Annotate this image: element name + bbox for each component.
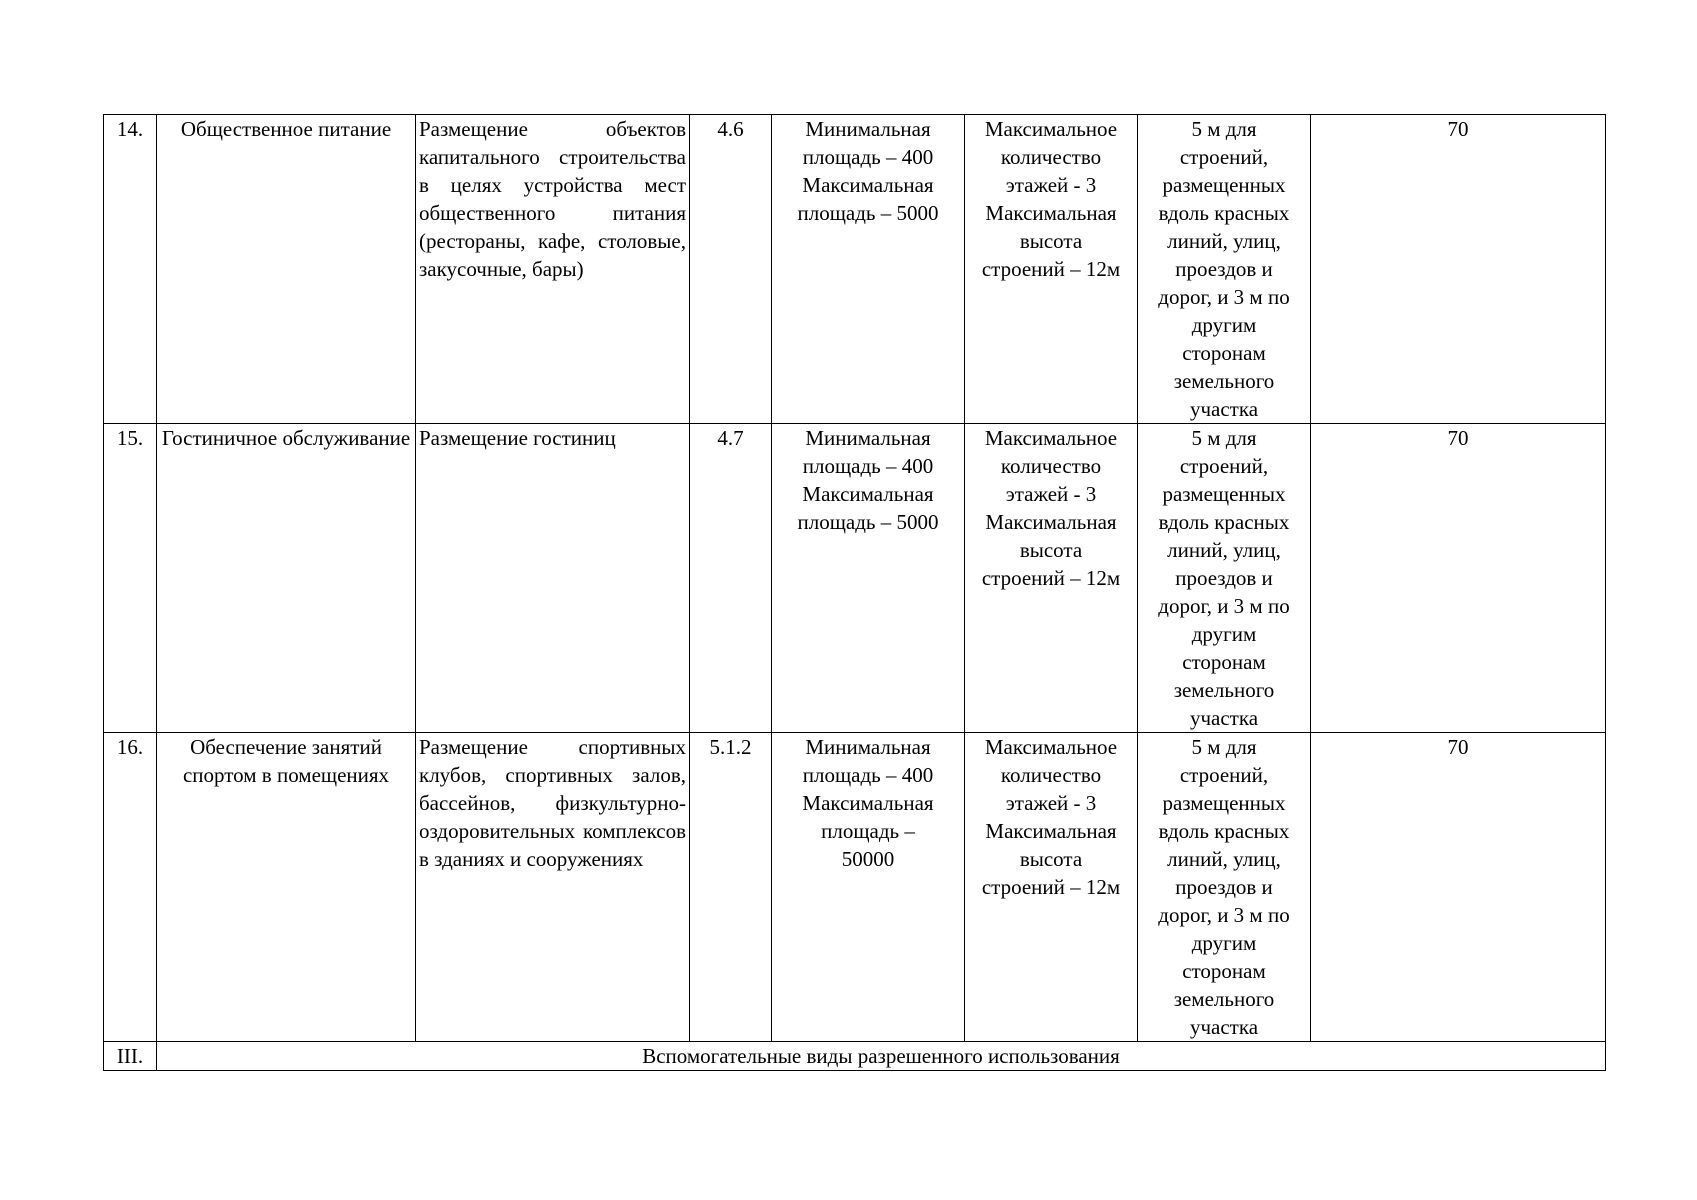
table-row [104,424,1606,733]
setback-line: проездов и [1175,566,1273,590]
setback-line: земельного [1173,678,1275,702]
row-number: 15. [104,424,157,733]
table-row [104,115,1606,424]
floors-line: Максимальное [984,426,1118,450]
land-use-table [103,114,1606,1071]
setback-line: дорог, и 3 м по [1158,903,1290,927]
area-line: площадь – 5000 [797,510,939,534]
section-number: III. [104,1042,157,1071]
setback-line: вдоль красных [1158,510,1290,534]
area-line: площадь – 400 [802,763,934,787]
floors-line: этажей - 3 [1005,482,1097,506]
floors-line: строений – 12м [981,257,1121,281]
plot-area-limits [772,424,965,733]
area-line: площадь – 400 [802,454,934,478]
table-body [104,115,1606,1071]
use-type-name: Обеспечение занятий спортом в помещениях [157,733,416,1042]
setback-line: размещенных [1162,482,1286,506]
floors-line: этажей - 3 [1005,791,1097,815]
floors-line: Максимальная [985,510,1117,534]
floors-line: количество [1000,454,1102,478]
setback-line: строений, [1179,763,1269,787]
setback-line: участка [1189,1015,1259,1039]
use-type-name: Гостиничное обслуживание [157,424,416,733]
area-line: площадь – 400 [802,145,934,169]
setback-line: сторонам [1182,650,1266,674]
floors-line: этажей - 3 [1005,173,1097,197]
max-coverage-percent: 70 [1311,733,1606,1042]
setback-limits [1138,115,1311,424]
setback-line: другим [1191,622,1257,646]
classifier-code: 4.7 [690,424,772,733]
setback-line: 5 м для [1191,735,1257,759]
table-row [104,733,1606,1042]
setback-line: строений, [1179,454,1269,478]
floors-line: Максимальное [984,117,1118,141]
setback-line: дорог, и 3 м по [1158,285,1290,309]
setback-line: дорог, и 3 м по [1158,594,1290,618]
floors-line: строений – 12м [981,875,1121,899]
setback-line: линий, улиц, [1167,847,1281,871]
setback-line: земельного [1173,369,1275,393]
setback-line: размещенных [1162,173,1286,197]
setback-line: вдоль красных [1158,819,1290,843]
setback-line: другим [1191,931,1257,955]
floors-line: Максимальная [985,819,1117,843]
setback-line: 5 м для [1191,426,1257,450]
area-line: 50000 [841,847,895,871]
floors-height-limits [965,733,1138,1042]
use-type-description: Размещение спортивных клубов, спортивных залов, бассейнов, физкультурно-оздоровительных комплексов в зданиях и сооружениях [416,733,690,1042]
area-line: площадь – 5000 [797,201,939,225]
floors-line: высота [1019,229,1083,253]
setback-line: земельного [1173,987,1275,1011]
setback-limits [1138,424,1311,733]
section-row [104,1042,1606,1071]
floors-line: количество [1000,145,1102,169]
setback-line: сторонам [1182,341,1266,365]
setback-limits [1138,733,1311,1042]
setback-line: проездов и [1175,875,1273,899]
area-line: Минимальная [805,117,931,141]
area-line: Максимальная [802,482,934,506]
setback-line: 5 м для [1191,117,1257,141]
use-type-description: Размещение гостиниц [416,424,690,733]
floors-line: количество [1000,763,1102,787]
plot-area-limits [772,115,965,424]
setback-line: линий, улиц, [1167,229,1281,253]
floors-line: Максимальное [984,735,1118,759]
setback-line: проездов и [1175,257,1273,281]
setback-line: сторонам [1182,959,1266,983]
classifier-code: 5.1.2 [690,733,772,1042]
setback-line: размещенных [1162,791,1286,815]
row-number: 16. [104,733,157,1042]
floors-height-limits [965,424,1138,733]
floors-height-limits [965,115,1138,424]
floors-line: строений – 12м [981,566,1121,590]
use-type-name: Общественное питание [157,115,416,424]
setback-line: линий, улиц, [1167,538,1281,562]
floors-line: Максимальная [985,201,1117,225]
area-line: Минимальная [805,426,931,450]
max-coverage-percent: 70 [1311,115,1606,424]
max-coverage-percent: 70 [1311,424,1606,733]
classifier-code: 4.6 [690,115,772,424]
setback-line: вдоль красных [1158,201,1290,225]
row-number: 14. [104,115,157,424]
setback-line: участка [1189,706,1259,730]
setback-line: участка [1189,397,1259,421]
section-title: Вспомогательные виды разрешенного использования [157,1042,1606,1071]
area-line: площадь – [821,819,915,843]
area-line: Максимальная [802,791,934,815]
area-line: Минимальная [805,735,931,759]
setback-line: строений, [1179,145,1269,169]
area-line: Максимальная [802,173,934,197]
floors-line: высота [1019,847,1083,871]
use-type-description: Размещение объектов капитального строительства в целях устройства мест общественного питания (рестораны, кафе, столовые, закусочные, бары) [416,115,690,424]
plot-area-limits [772,733,965,1042]
floors-line: высота [1019,538,1083,562]
setback-line: другим [1191,313,1257,337]
